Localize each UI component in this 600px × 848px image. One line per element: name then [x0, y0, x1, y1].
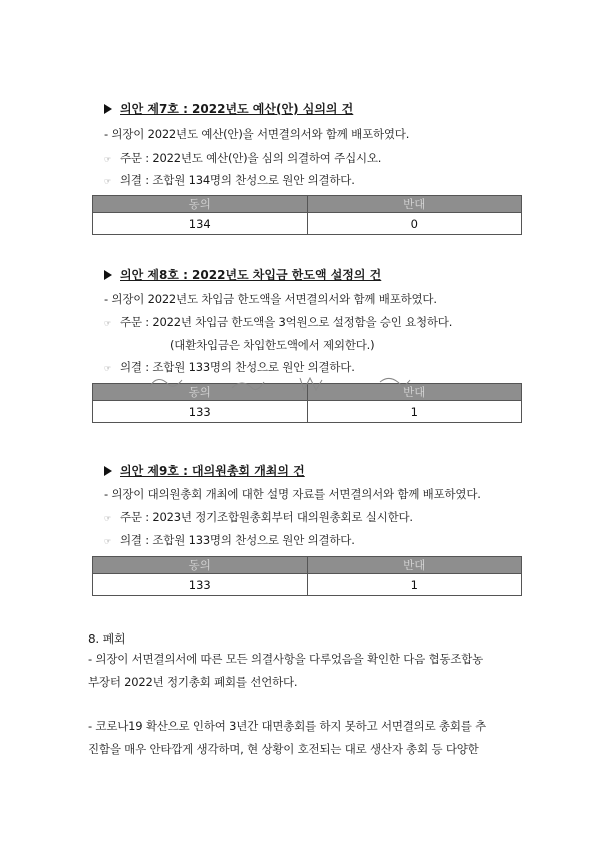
- item-7-resolution-text: 의결 : 조합원 134명의 찬성으로 원안 의결하다.: [120, 173, 355, 187]
- item-9-heading: [104, 462, 305, 479]
- item-8-order-note: (대환차입금은 차입한도액에서 제외한다.): [170, 338, 375, 352]
- vote-header-agree: 동의: [93, 384, 308, 401]
- pointing-hand-icon: ☞: [104, 177, 111, 186]
- vote-oppose-count: 0: [307, 213, 522, 235]
- item-9-order-text: 주문 : 2023년 정기조합원총회부터 대의원총회로 실시한다.: [120, 510, 413, 524]
- bullet-triangle-icon: [104, 466, 112, 476]
- bullet-triangle-icon: [104, 104, 112, 114]
- item-8-heading: [104, 266, 381, 283]
- vote-oppose-count: 1: [307, 401, 522, 423]
- item-7-dash-line: - 의장이 2022년도 예산(안)을 서면결의서와 함께 배포하였다.: [104, 127, 410, 141]
- item-8-dash-line: - 의장이 2022년도 차입금 한도액을 서면결의서와 함께 배포하였다.: [104, 292, 437, 306]
- closing-paragraph-2-line-2: 진함을 매우 안타깝게 생각하며, 현 상황이 호전되는 대로 생산자 총회 등 다양한: [88, 742, 479, 756]
- item-7-heading: [104, 100, 353, 117]
- item-9-title: 의안 제9호 : 대의원총회 개최의 건: [120, 464, 305, 478]
- item-7-order-text: 주문 : 2022년도 예산(안)을 심의 의결하여 주십시오.: [120, 151, 382, 165]
- closing-paragraph-2-line-1: - 코로나19 확산으로 인하여 3년간 대면총회를 하지 못하고 서면결의로 총회를 추: [88, 719, 487, 733]
- item-8-order-text: 주문 : 2022년 차입금 한도액을 3억원으로 설정함을 승인 요청하다.: [120, 315, 453, 329]
- pointing-hand-icon: ☞: [104, 364, 111, 373]
- vote-header-oppose: 반대: [307, 384, 522, 401]
- closing-paragraph-2: [88, 715, 524, 761]
- closing-paragraph-1-line-2: 부장터 2022년 정기총회 폐회를 선언하다.: [88, 675, 298, 689]
- item-7-title: 의안 제7호 : 2022년도 예산(안) 심의의 건: [120, 102, 354, 116]
- vote-header-oppose: 반대: [307, 196, 522, 213]
- item-8-title: 의안 제8호 : 2022년도 차입금 한도액 설정의 건: [120, 268, 382, 282]
- closing-title: 8. 폐회: [88, 632, 126, 646]
- item-8-order-line: [104, 314, 452, 330]
- vote-oppose-count: 1: [307, 574, 522, 596]
- pointing-hand-icon: ☞: [104, 155, 111, 164]
- vote-agree-count: 133: [93, 574, 308, 596]
- item-9-dash-line: - 의장이 대의원총회 개최에 대한 설명 자료를 서면결의서와 함께 배포하였다.: [104, 487, 481, 501]
- item-9-order-line: [104, 509, 413, 525]
- pointing-hand-icon: ☞: [104, 514, 111, 523]
- closing-paragraph-1: [88, 648, 524, 694]
- item-9-vote-table: [92, 556, 522, 596]
- signature-marks: [140, 372, 440, 394]
- item-9-resolution-line: [104, 532, 355, 548]
- vote-header-agree: 동의: [93, 557, 308, 574]
- item-7-resolution-line: [104, 172, 355, 188]
- bullet-triangle-icon: [104, 270, 112, 280]
- item-7-order-line: [104, 150, 381, 166]
- vote-header-oppose: 반대: [307, 557, 522, 574]
- vote-agree-count: 134: [93, 213, 308, 235]
- item-9-resolution-text: 의결 : 조합원 133명의 찬성으로 원안 의결하다.: [120, 533, 355, 547]
- item-8-resolution-text: 의결 : 조합원 133명의 찬성으로 원안 의결하다.: [120, 360, 355, 374]
- closing-paragraph-1-line-1: - 의장이 서면결의서에 따른 모든 의결사항을 다루었음을 확인한 다음 협동조합농: [88, 652, 484, 666]
- vote-agree-count: 133: [93, 401, 308, 423]
- vote-header-agree: 동의: [93, 196, 308, 213]
- pointing-hand-icon: ☞: [104, 319, 111, 328]
- item-7-vote-table: [92, 195, 522, 235]
- pointing-hand-icon: ☞: [104, 537, 111, 546]
